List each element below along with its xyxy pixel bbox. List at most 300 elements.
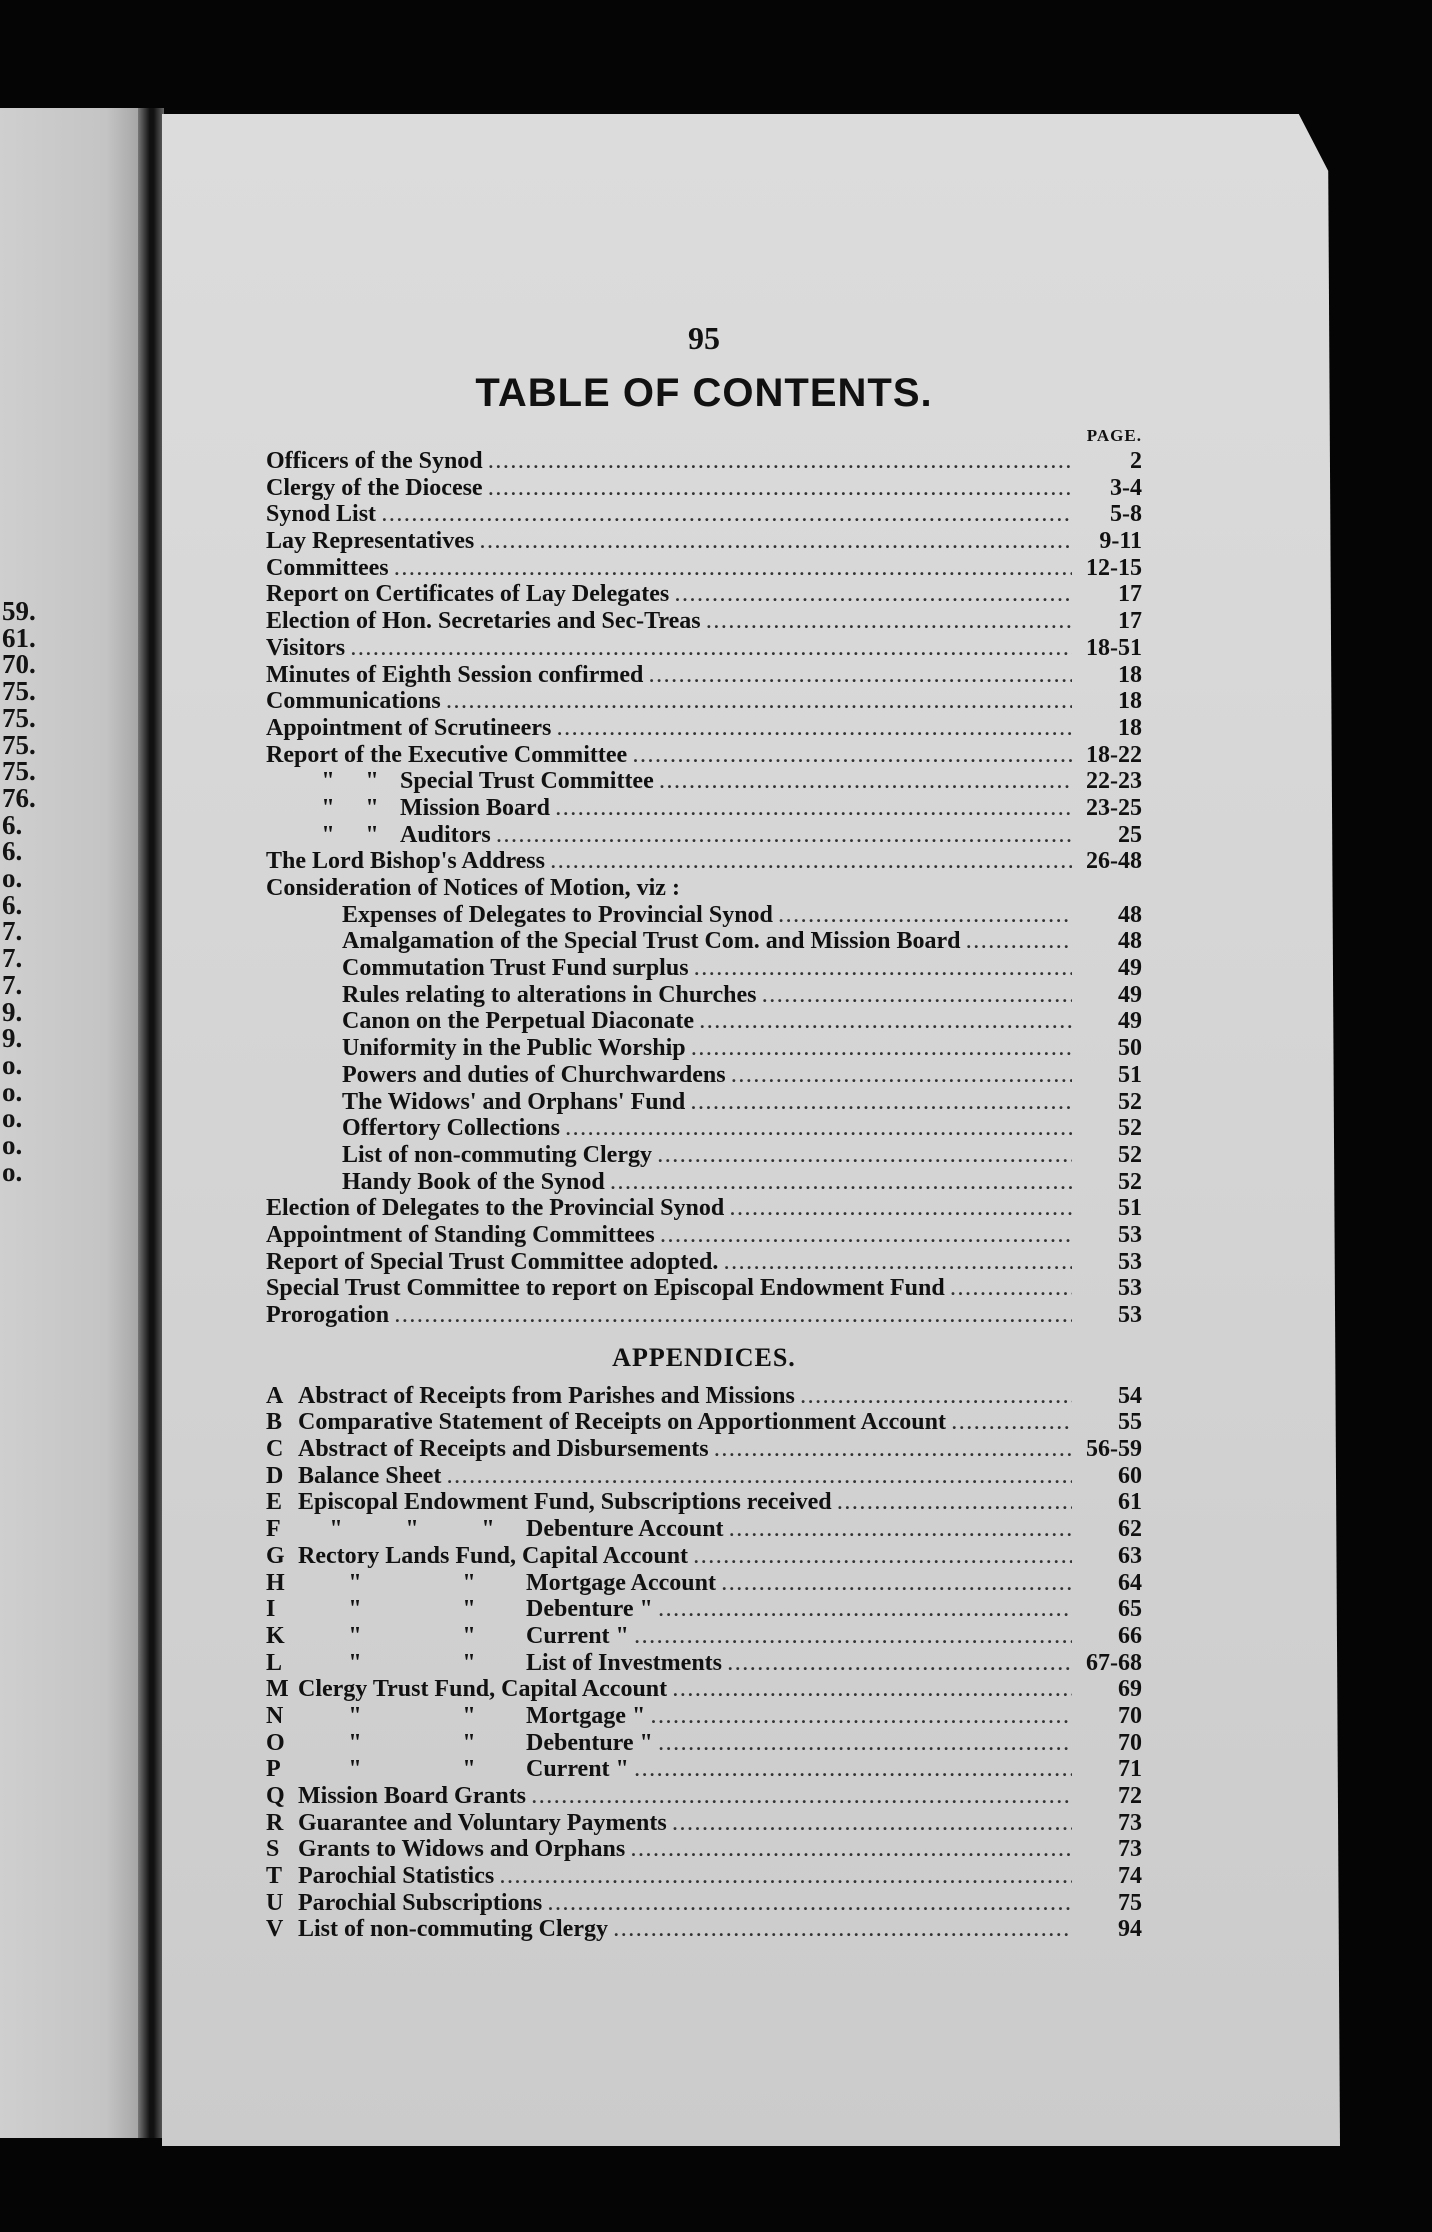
toc-entry-text: Communications <box>266 688 441 715</box>
appendix-entry-label <box>266 1863 494 1890</box>
toc-entry-text: Minutes of Eighth Session confirmed <box>266 661 644 688</box>
appendix-entry-page: 62 <box>1118 1516 1142 1543</box>
toc-entry-text: List of non-commuting Clergy <box>342 1141 652 1168</box>
toc-entry <box>266 715 1142 742</box>
appendix-entry-label <box>266 1596 653 1623</box>
appendix-entry-label <box>266 1836 625 1863</box>
appendix-entry-page: 75 <box>1118 1889 1142 1916</box>
appendix-entry <box>266 1810 1142 1837</box>
appendix-entry <box>266 1916 1142 1943</box>
toc-entry-label <box>342 1089 685 1116</box>
toc-entry <box>266 822 1142 849</box>
page-number: 95 <box>688 320 720 356</box>
toc-entry-page: 53 <box>1118 1302 1142 1328</box>
toc-entry <box>266 875 1142 902</box>
left-page-number: 59. <box>2 596 36 626</box>
appendix-entry-text: Current " <box>526 1756 629 1783</box>
ditto-marks <box>298 1516 526 1543</box>
toc-entry-label <box>342 1062 726 1089</box>
appendix-entry-label <box>266 1623 629 1650</box>
toc-entry-label <box>266 448 483 475</box>
toc-entry <box>266 1222 1142 1249</box>
toc-entry-text: Synod List <box>266 501 377 528</box>
toc-entry-page: 3-4 <box>1110 474 1142 501</box>
toc-entry-label <box>266 501 376 528</box>
toc-entry-page: 50 <box>1118 1035 1142 1062</box>
toc-entry-label <box>342 928 960 955</box>
ditto-mark: " <box>405 1516 419 1543</box>
ditto-marks <box>298 1623 526 1650</box>
toc-entry-label <box>342 1035 686 1062</box>
toc-entry-label <box>342 1008 694 1035</box>
appendix-entry <box>266 1596 1142 1623</box>
appendices-heading: APPENDICES. <box>612 1342 796 1372</box>
ditto-mark: " <box>481 1516 495 1543</box>
ditto-marks <box>298 1570 526 1597</box>
appendix-entry <box>266 1836 1142 1863</box>
ditto-marks <box>298 1703 526 1730</box>
ditto-mark: " <box>462 1756 476 1783</box>
dot-leader <box>673 1680 1072 1701</box>
dot-leader <box>631 1840 1072 1861</box>
toc-entry-label <box>266 1275 945 1302</box>
appendix-entry-label <box>266 1676 667 1703</box>
appendix-entry-label <box>266 1756 629 1783</box>
appendix-entry-label <box>266 1409 946 1436</box>
ditto-mark: " <box>365 794 379 821</box>
dot-leader <box>715 1440 1072 1461</box>
appendix-entry-text: Abstract of Receipts from Parishes and Missions <box>298 1382 795 1409</box>
dot-leader <box>730 1520 1072 1541</box>
appendix-entry-page: 71 <box>1118 1756 1142 1783</box>
appendix-entry <box>266 1383 1142 1410</box>
left-page-number: o. <box>2 863 23 893</box>
toc-entry <box>266 1302 1142 1329</box>
toc-entry-text: Powers and duties of Churchwardens <box>342 1061 726 1088</box>
dot-leader <box>838 1493 1072 1514</box>
page-column-label: PAGE. <box>1086 426 1142 445</box>
toc-entry <box>266 1115 1142 1142</box>
dot-leader <box>480 532 1072 553</box>
appendix-entry-page: 55 <box>1118 1409 1142 1436</box>
appendix-entry-page: 94 <box>1118 1916 1142 1943</box>
dot-leader <box>730 1199 1072 1220</box>
dot-leader <box>692 1039 1072 1060</box>
toc-entry-text: Report on Certificates of Lay Delegates <box>266 581 670 608</box>
toc-entry <box>266 1142 1142 1169</box>
appendix-entry-label <box>266 1383 795 1410</box>
appendix-entry-label <box>266 1516 724 1543</box>
ditto-mark: " <box>462 1596 476 1623</box>
appendix-entry-label <box>266 1570 716 1597</box>
toc-entry-page: 51 <box>1118 1061 1142 1088</box>
appendix-letter: P <box>266 1756 281 1783</box>
appendix-letter: F <box>266 1516 281 1543</box>
appendix-entry-text: Current " <box>526 1622 629 1649</box>
toc-entry-text: Amalgamation of the Special Trust Com. and Mission Board <box>342 928 961 955</box>
toc-entry-label <box>266 608 701 635</box>
toc-entry-text: Visitors <box>266 634 346 661</box>
appendix-entry-text: Abstract of Receipts and Disbursements <box>298 1436 709 1463</box>
dot-leader <box>695 959 1072 980</box>
appendix-entry <box>266 1463 1142 1490</box>
toc-entry-text: The Lord Bishop's Address <box>266 848 545 875</box>
dot-leader <box>659 1734 1072 1755</box>
toc-entry-label <box>342 902 773 929</box>
appendix-letter: N <box>266 1702 284 1729</box>
toc-entry-text: Special Trust Committee <box>400 768 654 795</box>
toc-entry-page: 22-23 <box>1086 768 1142 795</box>
appendix-entry-label <box>266 1703 645 1730</box>
toc-entry <box>266 688 1142 715</box>
appendix-letter: C <box>266 1436 284 1463</box>
appendix-entry <box>266 1436 1142 1463</box>
appendix-letter: A <box>266 1382 284 1409</box>
appendix-entry <box>266 1756 1142 1783</box>
dot-leader <box>661 1226 1072 1247</box>
appendix-entry-page: 72 <box>1118 1783 1142 1809</box>
toc-entry <box>266 1275 1142 1302</box>
left-page-number: 6. <box>2 836 23 867</box>
toc-entry-label <box>266 688 441 715</box>
toc-entry-text: The Widows' and Orphans' Fund <box>342 1088 686 1115</box>
toc-entry-label <box>266 635 345 662</box>
dot-leader <box>732 1066 1072 1087</box>
ditto-mark: " <box>348 1569 362 1596</box>
dot-leader <box>651 1707 1072 1728</box>
dot-leader <box>635 1760 1072 1781</box>
toc-entry-text: Uniformity in the Public Worship <box>342 1035 686 1062</box>
toc-entry-text: Election of Hon. Secretaries and Sec-Treas <box>266 608 701 635</box>
dot-leader <box>762 986 1072 1007</box>
left-page-number: 61. <box>2 622 36 653</box>
toc-entry-text: Mission Board <box>400 794 551 821</box>
left-page-number: o. <box>2 1076 23 1107</box>
appendix-letter: D <box>266 1462 284 1489</box>
toc-entry-text: Officers of the Synod <box>266 448 483 474</box>
appendix-entry <box>266 1409 1142 1436</box>
appendix-letter: M <box>266 1676 289 1703</box>
appendix-entry-text: Debenture Account <box>526 1516 724 1543</box>
appendix-letter: G <box>266 1542 285 1569</box>
toc-entry <box>266 928 1142 955</box>
left-page-number: o. <box>2 1049 23 1080</box>
toc-entry <box>266 982 1142 1009</box>
ditto-mark: " <box>348 1649 362 1676</box>
toc-entry-label <box>266 848 545 875</box>
toc-entry <box>266 662 1142 689</box>
appendix-entry <box>266 1730 1142 1757</box>
appendix-entry-text: Rectory Lands Fund, Capital Account <box>298 1542 689 1569</box>
toc-entry-label <box>266 1249 718 1276</box>
table-of-contents <box>266 320 1142 1943</box>
dot-leader <box>382 505 1072 526</box>
appendix-entry-page: 70 <box>1118 1729 1142 1756</box>
appendix-entry-label <box>266 1730 653 1757</box>
appendix-letter: K <box>266 1622 285 1649</box>
dot-leader <box>614 1920 1072 1941</box>
toc-entry-page: 18 <box>1118 714 1142 741</box>
left-page-number: o. <box>2 1156 23 1187</box>
appendices-list <box>266 1383 1142 1943</box>
toc-entry-label <box>266 581 669 608</box>
appendix-entry-page: 56-59 <box>1086 1436 1142 1463</box>
dot-leader <box>658 1146 1072 1167</box>
toc-entry-page: 52 <box>1118 1115 1142 1142</box>
toc-entry <box>266 1062 1142 1089</box>
dot-leader <box>728 1654 1072 1675</box>
toc-entry-page: 52 <box>1118 1141 1142 1168</box>
toc-entry-label <box>266 1222 655 1249</box>
appendix-entry-page: 67-68 <box>1086 1649 1142 1676</box>
dot-leader <box>707 612 1072 633</box>
ditto-mark: " <box>365 821 379 848</box>
toc-entry-text: Auditors <box>400 821 491 848</box>
appendix-letter: L <box>266 1649 283 1676</box>
appendix-entry-text: Parochial Statistics <box>298 1863 495 1890</box>
toc-entry-label <box>266 1302 389 1329</box>
toc-entry-page: 2 <box>1130 448 1142 474</box>
toc-entry-page: 25 <box>1118 821 1142 848</box>
dot-leader <box>351 639 1072 660</box>
toc-motions <box>266 902 1142 1196</box>
appendix-letter: V <box>266 1916 284 1943</box>
dot-leader <box>673 1814 1072 1835</box>
toc-entry-text: Expenses of Delegates to Provincial Synod <box>342 901 773 928</box>
left-page-number: 6. <box>2 889 23 920</box>
toc-entry <box>266 1035 1142 1062</box>
appendix-entry-label <box>266 1543 688 1570</box>
appendix-entry-page: 74 <box>1118 1863 1142 1890</box>
ditto-mark: " <box>348 1729 362 1756</box>
appendix-entry-text: Debenture " <box>526 1596 653 1623</box>
dot-leader <box>633 746 1072 767</box>
appendix-entry <box>266 1543 1142 1570</box>
ditto-mark: " <box>365 768 379 795</box>
toc-entry-text: Clergy of the Diocese <box>266 474 483 501</box>
appendix-letter: I <box>266 1596 276 1623</box>
appendix-entry <box>266 1863 1142 1890</box>
dot-leader <box>675 585 1072 606</box>
toc-entry-text: Commutation Trust Fund surplus <box>342 955 689 982</box>
appendix-entry-text: Mission Board Grants <box>298 1783 527 1809</box>
toc-entry-text: Offertory Collections <box>342 1115 560 1142</box>
toc-entry <box>266 1249 1142 1276</box>
toc-entry <box>266 1169 1142 1196</box>
dot-leader <box>700 1012 1072 1033</box>
toc-entry-label <box>342 982 756 1009</box>
ditto-mark: " <box>348 1622 362 1649</box>
toc-entry-label <box>306 795 550 822</box>
left-page-number: 9. <box>2 1023 23 1054</box>
appendix-letter: S <box>266 1836 280 1863</box>
appendix-entry-text: Guarantee and Voluntary Payments <box>298 1809 667 1836</box>
dot-leader <box>395 559 1072 580</box>
ditto-mark: " <box>348 1702 362 1729</box>
ditto-mark: " <box>462 1569 476 1596</box>
toc-entry-text: Handy Book of the Synod <box>342 1168 605 1195</box>
dot-leader <box>551 852 1072 873</box>
dot-leader <box>952 1413 1072 1434</box>
appendix-entry <box>266 1676 1142 1703</box>
toc-entry <box>266 581 1142 608</box>
appendix-entry <box>266 1783 1142 1810</box>
appendix-entry <box>266 1890 1142 1917</box>
toc-entry-page: 53 <box>1118 1248 1142 1275</box>
appendix-entry-text: List of non-commuting Clergy <box>298 1916 608 1943</box>
toc-entry-page: 26-48 <box>1086 848 1142 875</box>
appendix-entry-label <box>266 1890 542 1917</box>
appendix-entry-text: Debenture " <box>526 1729 653 1756</box>
appendix-entry <box>266 1703 1142 1730</box>
dot-leader <box>722 1574 1072 1595</box>
toc-entry-text: Appointment of Standing Committees <box>266 1221 655 1248</box>
toc-entry-text: Lay Representatives <box>266 528 475 555</box>
appendix-letter: R <box>266 1809 284 1836</box>
dot-leader <box>447 692 1072 713</box>
ditto-mark: " <box>462 1649 476 1676</box>
toc-entry-text: Prorogation <box>266 1302 390 1328</box>
toc-entry-label <box>342 1115 560 1142</box>
appendix-entry-text: Parochial Subscriptions <box>298 1889 543 1916</box>
appendix-entry <box>266 1489 1142 1516</box>
appendix-entry-page: 63 <box>1118 1542 1142 1569</box>
appendix-entry-label <box>266 1783 526 1810</box>
left-page-number: 70. <box>2 649 36 680</box>
appendix-letter: T <box>266 1863 283 1890</box>
appendix-entry-page: 61 <box>1118 1489 1142 1516</box>
toc-entry <box>266 635 1142 662</box>
ditto-marks <box>298 1756 526 1783</box>
toc-entry <box>266 501 1142 528</box>
dot-leader <box>532 1787 1072 1808</box>
left-page-number: 75. <box>2 729 36 760</box>
ditto-mark: " <box>321 768 335 795</box>
left-page-number: 76. <box>2 782 36 813</box>
toc-entry-page: 48 <box>1118 901 1142 928</box>
left-page-number: 75. <box>2 676 36 707</box>
ditto-mark: " <box>321 821 335 848</box>
ditto-mark: " <box>329 1516 343 1543</box>
dot-leader <box>694 1547 1072 1568</box>
toc-entry-label <box>266 1195 724 1222</box>
toc-entry-page: 49 <box>1118 955 1142 982</box>
toc-entry <box>266 608 1142 635</box>
appendix-entry-page: 54 <box>1118 1382 1142 1409</box>
toc-entry-page: 49 <box>1118 1008 1142 1035</box>
toc-entry-label <box>266 662 643 689</box>
toc-entry-text: Report of the Executive Committee <box>266 741 628 768</box>
dot-leader <box>500 1867 1072 1888</box>
toc-entry <box>266 955 1142 982</box>
toc-entry <box>266 448 1142 475</box>
appendix-letter: B <box>266 1409 283 1436</box>
toc-entry-label <box>266 715 551 742</box>
appendix-letter: O <box>266 1729 285 1756</box>
appendix-entry-text: Clergy Trust Fund, Capital Account <box>298 1676 668 1703</box>
dot-leader <box>497 826 1072 847</box>
toc-entry <box>266 1008 1142 1035</box>
appendix-entry <box>266 1623 1142 1650</box>
toc-entry <box>266 528 1142 555</box>
appendix-entry-page: 66 <box>1118 1622 1142 1649</box>
appendix-letter: U <box>266 1889 284 1916</box>
page-title: TABLE OF CONTENTS. <box>475 371 933 415</box>
toc-entry-page: 18-51 <box>1086 634 1142 661</box>
appendix-letter: H <box>266 1569 285 1596</box>
dot-leader <box>801 1387 1072 1408</box>
appendix-entry-text: Comparative Statement of Receipts on Apportionment Account <box>298 1409 946 1436</box>
appendix-entry-page: 64 <box>1118 1569 1142 1596</box>
dot-leader <box>779 906 1072 927</box>
book-gutter <box>138 108 164 2138</box>
dot-leader <box>548 1894 1072 1915</box>
toc-entry <box>266 768 1142 795</box>
appendix-entry-text: Mortgage " <box>526 1702 646 1729</box>
appendix-entry-page: 60 <box>1118 1462 1142 1489</box>
toc-entry-text: Report of Special Trust Committee adopted. <box>266 1248 719 1275</box>
ditto-mark: " <box>462 1729 476 1756</box>
toc-entry <box>266 1195 1142 1222</box>
left-page-number: o. <box>2 1130 23 1160</box>
appendix-entry <box>266 1570 1142 1597</box>
toc-entry <box>266 848 1142 875</box>
toc-entry-page: 53 <box>1118 1221 1142 1248</box>
ditto-marks <box>298 1596 526 1623</box>
left-page-number: o. <box>2 1103 23 1134</box>
toc-entry-label <box>266 875 680 902</box>
toc-entry <box>266 795 1142 822</box>
toc-entry-page: 52 <box>1118 1168 1142 1195</box>
toc-entry <box>266 902 1142 929</box>
dot-leader <box>635 1627 1072 1648</box>
toc-entry <box>266 475 1142 502</box>
toc-entry-text: Special Trust Committee to report on Episcopal Endowment Fund <box>266 1275 945 1302</box>
appendix-entry-label <box>266 1810 667 1837</box>
toc-entry-page: 18-22 <box>1086 741 1142 768</box>
appendix-letter: E <box>266 1489 283 1516</box>
dot-leader <box>691 1093 1072 1114</box>
toc-entry-page: 48 <box>1118 928 1142 955</box>
toc-entry-label <box>306 822 491 849</box>
appendix-entry-page: 73 <box>1118 1809 1142 1836</box>
toc-entry-page: 51 <box>1118 1195 1142 1222</box>
appendix-entry-page: 65 <box>1118 1596 1142 1623</box>
ditto-marks <box>298 1730 526 1757</box>
left-page-edge <box>0 108 152 2138</box>
toc-entry-text: Rules relating to alterations in Churches <box>342 981 757 1008</box>
toc-entry <box>266 742 1142 769</box>
dot-leader <box>489 479 1072 500</box>
appendix-entry-text: Episcopal Endowment Fund, Subscriptions received <box>298 1489 832 1516</box>
ditto-marks <box>298 1650 526 1677</box>
appendix-entry-page: 69 <box>1118 1676 1142 1703</box>
left-page-number: 7. <box>2 969 23 1000</box>
toc-entry-page: 23-25 <box>1086 794 1142 821</box>
appendix-entry-label <box>266 1436 709 1463</box>
dot-leader <box>611 1173 1072 1194</box>
appendix-entry <box>266 1516 1142 1543</box>
toc-entry-text: Committees <box>266 554 389 581</box>
toc-entry-label <box>342 1169 605 1196</box>
toc-entry-label <box>266 475 483 502</box>
appendix-entry-text: Balance Sheet <box>298 1462 442 1489</box>
dot-leader <box>660 772 1072 793</box>
toc-entry-page: 17 <box>1118 608 1142 635</box>
appendix-letter: Q <box>266 1783 285 1809</box>
toc-entry-page: 18 <box>1118 688 1142 715</box>
appendix-entry-page: 73 <box>1118 1836 1142 1863</box>
